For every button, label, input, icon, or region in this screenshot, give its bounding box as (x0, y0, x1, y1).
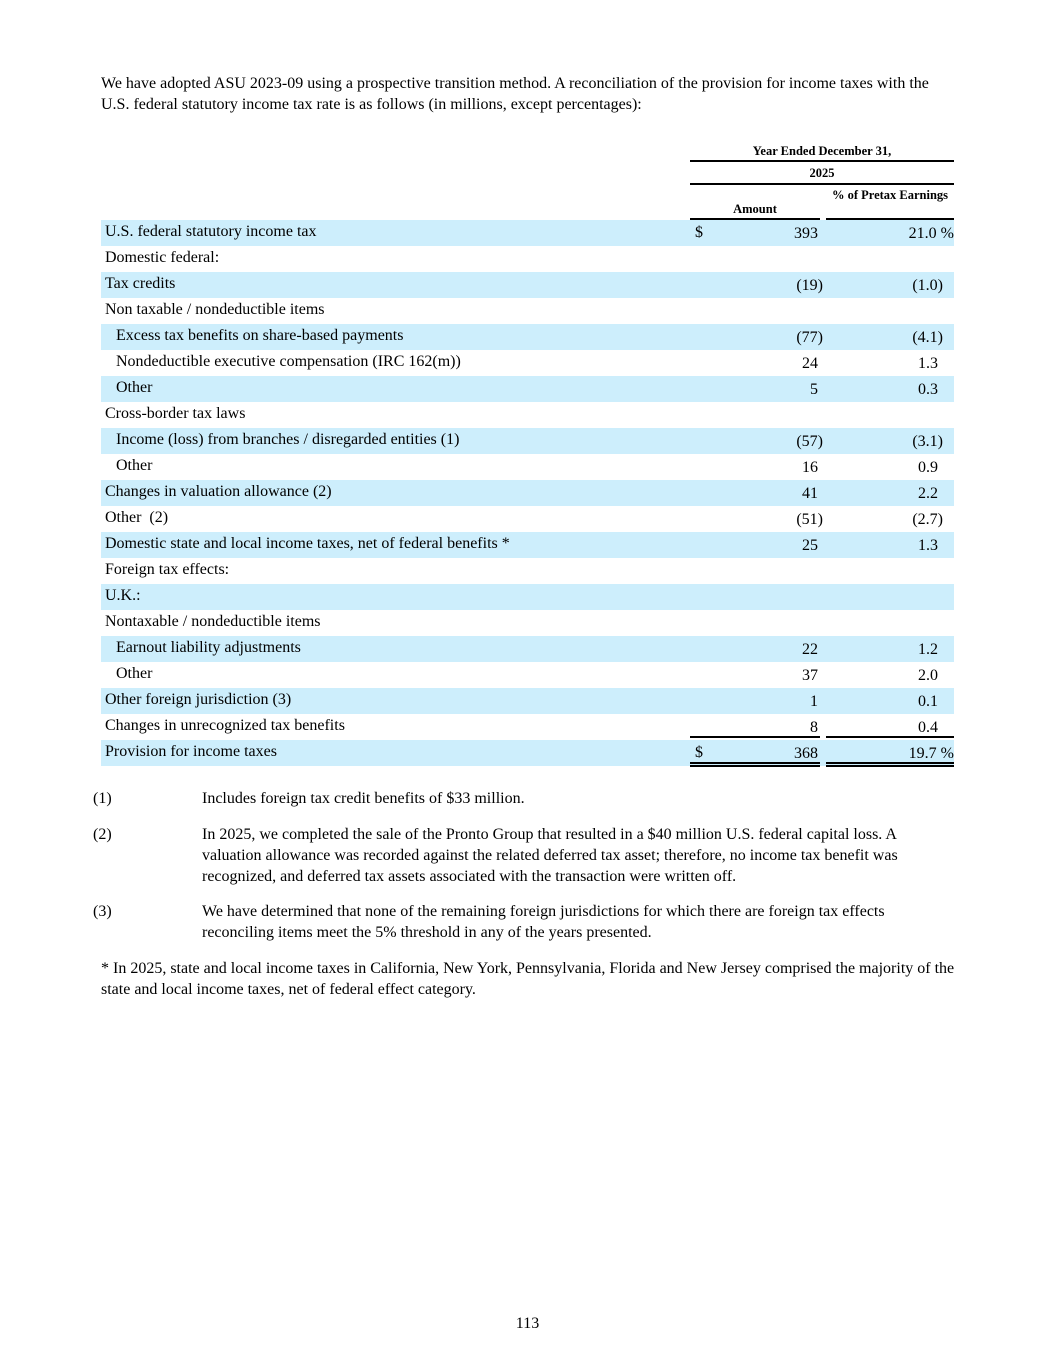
pct-cell: 2.0 (918, 667, 938, 684)
row-label: Tax credits (105, 275, 176, 292)
pct-cell: (2.7) (912, 511, 943, 528)
row-label: Provision for income taxes (105, 743, 277, 760)
row-label: Other foreign jurisdiction (3) (105, 691, 292, 708)
column-period-header: Year Ended December 31, (752, 144, 892, 158)
asterisk-note: * In 2025, state and local income taxes in California, New York, Pennsylvania, Florida and New Jersey comprised the majority of the state and local income taxes, net of federal effect category. (101, 960, 955, 998)
amount-cell: (57) (796, 433, 823, 450)
pct-cell: 1.3 (918, 537, 938, 554)
table-row (101, 350, 954, 376)
amount-cell: (19) (796, 277, 823, 294)
row-label: Cross-border tax laws (105, 405, 246, 422)
table-row (101, 220, 954, 246)
footnote-text: In 2025, we completed the sale of the Pronto Group that resulted in a $40 million U.S. federal capital loss. A valuation allowance was recorded against the related deferred tax asset; therefore, no income tax benefit was recognized, and deferred tax assets associated with the transaction were written off. (202, 826, 898, 885)
pct-cell: 0.3 (918, 381, 938, 398)
total-double-rule (690, 765, 820, 767)
row-label: Other (2) (105, 509, 169, 526)
row-label: Changes in unrecognized tax benefits (105, 717, 345, 734)
table-row (101, 480, 954, 506)
pct-cell: (4.1) (912, 329, 943, 346)
row-label: Income (loss) from branches / disregarded entities (1) (116, 431, 460, 448)
amount-cell: 22 (802, 641, 818, 658)
table-row (101, 532, 954, 558)
pct-cell: 0.9 (918, 459, 938, 476)
row-label: Domestic state and local income taxes, net of federal benefits * (105, 535, 510, 552)
table-row (101, 272, 954, 298)
row-label: U.K.: (105, 587, 141, 604)
footnote-text: We have determined that none of the remaining foreign jurisdictions for which there are foreign tax effects reconciling items meet the 5% threshold in any of the years presented. (202, 903, 885, 941)
amount-cell: 24 (802, 355, 818, 372)
table-row (101, 506, 954, 532)
footnote-number: (2) (93, 826, 112, 843)
row-label: Other (116, 379, 153, 396)
pct-cell: 0.4 (918, 719, 938, 736)
row-label: Domestic federal: (105, 249, 220, 266)
pct-cell: 21.0 % (908, 225, 954, 242)
row-label: Foreign tax effects: (105, 561, 230, 578)
footnote-number: (1) (93, 790, 112, 807)
table-row (101, 298, 954, 324)
column-amount-header: Amount (733, 202, 777, 216)
page-number: 113 (515, 1315, 540, 1332)
table-row (101, 454, 954, 480)
subtotal-rule (826, 736, 954, 738)
table-row (101, 662, 954, 688)
pct-cell: 2.2 (918, 485, 938, 502)
table-row (101, 376, 954, 402)
row-label: Changes in valuation allowance (2) (105, 483, 332, 500)
row-label: Excess tax benefits on share-based payments (116, 327, 404, 344)
table-row (101, 246, 954, 272)
footnote-text: Includes foreign tax credit benefits of $33 million. (202, 790, 525, 807)
pct-cell: 1.3 (918, 355, 938, 372)
header-rule (690, 160, 954, 162)
table-row (101, 324, 954, 350)
amount-cell: 37 (802, 667, 818, 684)
amount-cell: 41 (802, 485, 818, 502)
amount-cell: 393 (794, 225, 818, 242)
pct-cell: (1.0) (912, 277, 943, 294)
amount-cell: 368 (794, 745, 818, 762)
row-label: Nontaxable / nondeductible items (105, 613, 321, 630)
table-row (101, 428, 954, 454)
amount-cell: 16 (802, 459, 818, 476)
table-row (101, 688, 954, 714)
total-double-rule (826, 765, 954, 767)
row-label: U.S. federal statutory income tax (105, 223, 317, 240)
table-row (101, 636, 954, 662)
column-pct-header: % of Pretax Earnings (831, 188, 949, 202)
column-year-header: 2025 (809, 166, 835, 180)
amount-cell: 5 (810, 381, 818, 398)
pct-cell: 0.1 (918, 693, 938, 710)
row-label: Other (116, 665, 153, 682)
row-label: Earnout liability adjustments (116, 639, 301, 656)
amount-cell: 25 (802, 537, 818, 554)
total-double-rule (826, 762, 954, 764)
intro-paragraph: We have adopted ASU 2023-09 using a prospective transition method. A reconciliation of the provision for income taxes with the U.S. federal statutory income tax rate is as follows (in millions, except percentages): (101, 75, 929, 113)
amount-cell: 8 (810, 719, 818, 736)
footnote-number: (3) (93, 903, 112, 920)
dollar-sign: $ (695, 744, 703, 761)
row-label: Nondeductible executive compensation (IRC 162(m)) (116, 353, 461, 370)
pct-cell: 19.7 % (908, 745, 954, 762)
subtotal-rule (690, 736, 820, 738)
amount-cell: (77) (796, 329, 823, 346)
amount-cell: 1 (810, 693, 818, 710)
row-label: Non taxable / nondeductible items (105, 301, 325, 318)
reconciliation-table (101, 220, 954, 766)
row-label: Other (116, 457, 153, 474)
amount-cell: (51) (796, 511, 823, 528)
table-row (101, 558, 954, 584)
pct-cell: 1.2 (918, 641, 938, 658)
pct-cell: (3.1) (912, 433, 943, 450)
table-row (101, 402, 954, 428)
table-row (101, 610, 954, 636)
table-row (101, 584, 954, 610)
total-double-rule (690, 762, 820, 764)
dollar-sign: $ (695, 224, 703, 241)
header-rule (690, 183, 954, 185)
